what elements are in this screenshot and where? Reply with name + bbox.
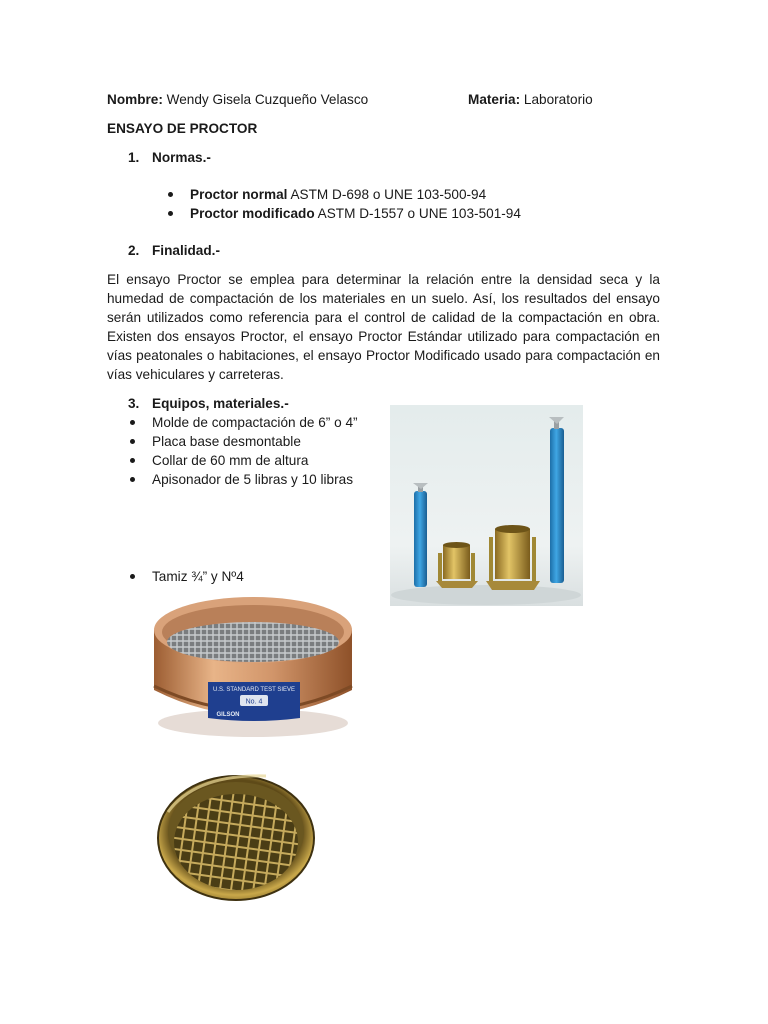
finalidad-paragraph: El ensayo Proctor se emplea para determinar la relación entre la densidad seca y la humedad de compactación de los materiales en un suelo. Así, los resultados del ensayo serán utilizados como referencia para el control de calidad de la compactación en obra. Existen dos ensayos Proctor, el ensayo Proctor Estándar utilizado para compactación en vías peatonales o habitaciones, el ensayo Proctor Modificado usado para compactación en vías vehiculares y carreteras. bbox=[107, 272, 660, 382]
sieve-plate-title: U.S. STANDARD TEST SIEVE bbox=[212, 687, 296, 693]
sieve-no4-photo bbox=[150, 590, 360, 740]
section-normas-heading bbox=[128, 148, 211, 167]
section-title: Equipos, materiales.- bbox=[152, 396, 289, 411]
list-item: Molde de compactación de 6” o 4” bbox=[128, 413, 358, 432]
section-finalidad-heading bbox=[128, 241, 220, 260]
tamiz-list bbox=[128, 567, 244, 586]
name-label: Nombre: bbox=[107, 92, 163, 107]
subject-field bbox=[468, 90, 593, 109]
norm-name: Proctor modificado bbox=[190, 206, 315, 221]
list-item: Apisonador de 5 libras y 10 libras bbox=[128, 470, 358, 489]
sieve-plate-number: No. 4 bbox=[245, 698, 263, 706]
subject-value: Laboratorio bbox=[520, 92, 593, 107]
list-item bbox=[166, 204, 521, 223]
section-title: Finalidad.- bbox=[152, 243, 220, 258]
proctor-equipment-photo bbox=[390, 405, 583, 606]
name-value: Wendy Gisela Cuzqueño Velasco bbox=[162, 92, 369, 107]
norm-code: ASTM D-698 o UNE 103-500-94 bbox=[287, 187, 487, 202]
list-item: Tamiz ¾” y Nº4 bbox=[128, 567, 244, 586]
norm-code: ASTM D-1557 o UNE 103-501-94 bbox=[314, 206, 521, 221]
norm-name: Proctor normal bbox=[190, 187, 288, 202]
subject-label: Materia: bbox=[468, 92, 521, 107]
normas-list bbox=[166, 185, 521, 223]
sieve-plate-brand: GILSON bbox=[216, 712, 240, 718]
section-equipos-heading bbox=[128, 394, 289, 413]
section-number: 3. bbox=[128, 396, 140, 411]
section-number: 1. bbox=[128, 150, 140, 165]
sieve-three-quarter-photo bbox=[156, 752, 316, 914]
name-field bbox=[107, 90, 368, 109]
list-item bbox=[166, 185, 521, 204]
section-title: Normas.- bbox=[152, 150, 211, 165]
list-item: Placa base desmontable bbox=[128, 432, 358, 451]
equipos-list bbox=[128, 413, 358, 489]
section-number: 2. bbox=[128, 243, 140, 258]
list-item: Collar de 60 mm de altura bbox=[128, 451, 358, 470]
document-title: ENSAYO DE PROCTOR bbox=[107, 121, 258, 136]
